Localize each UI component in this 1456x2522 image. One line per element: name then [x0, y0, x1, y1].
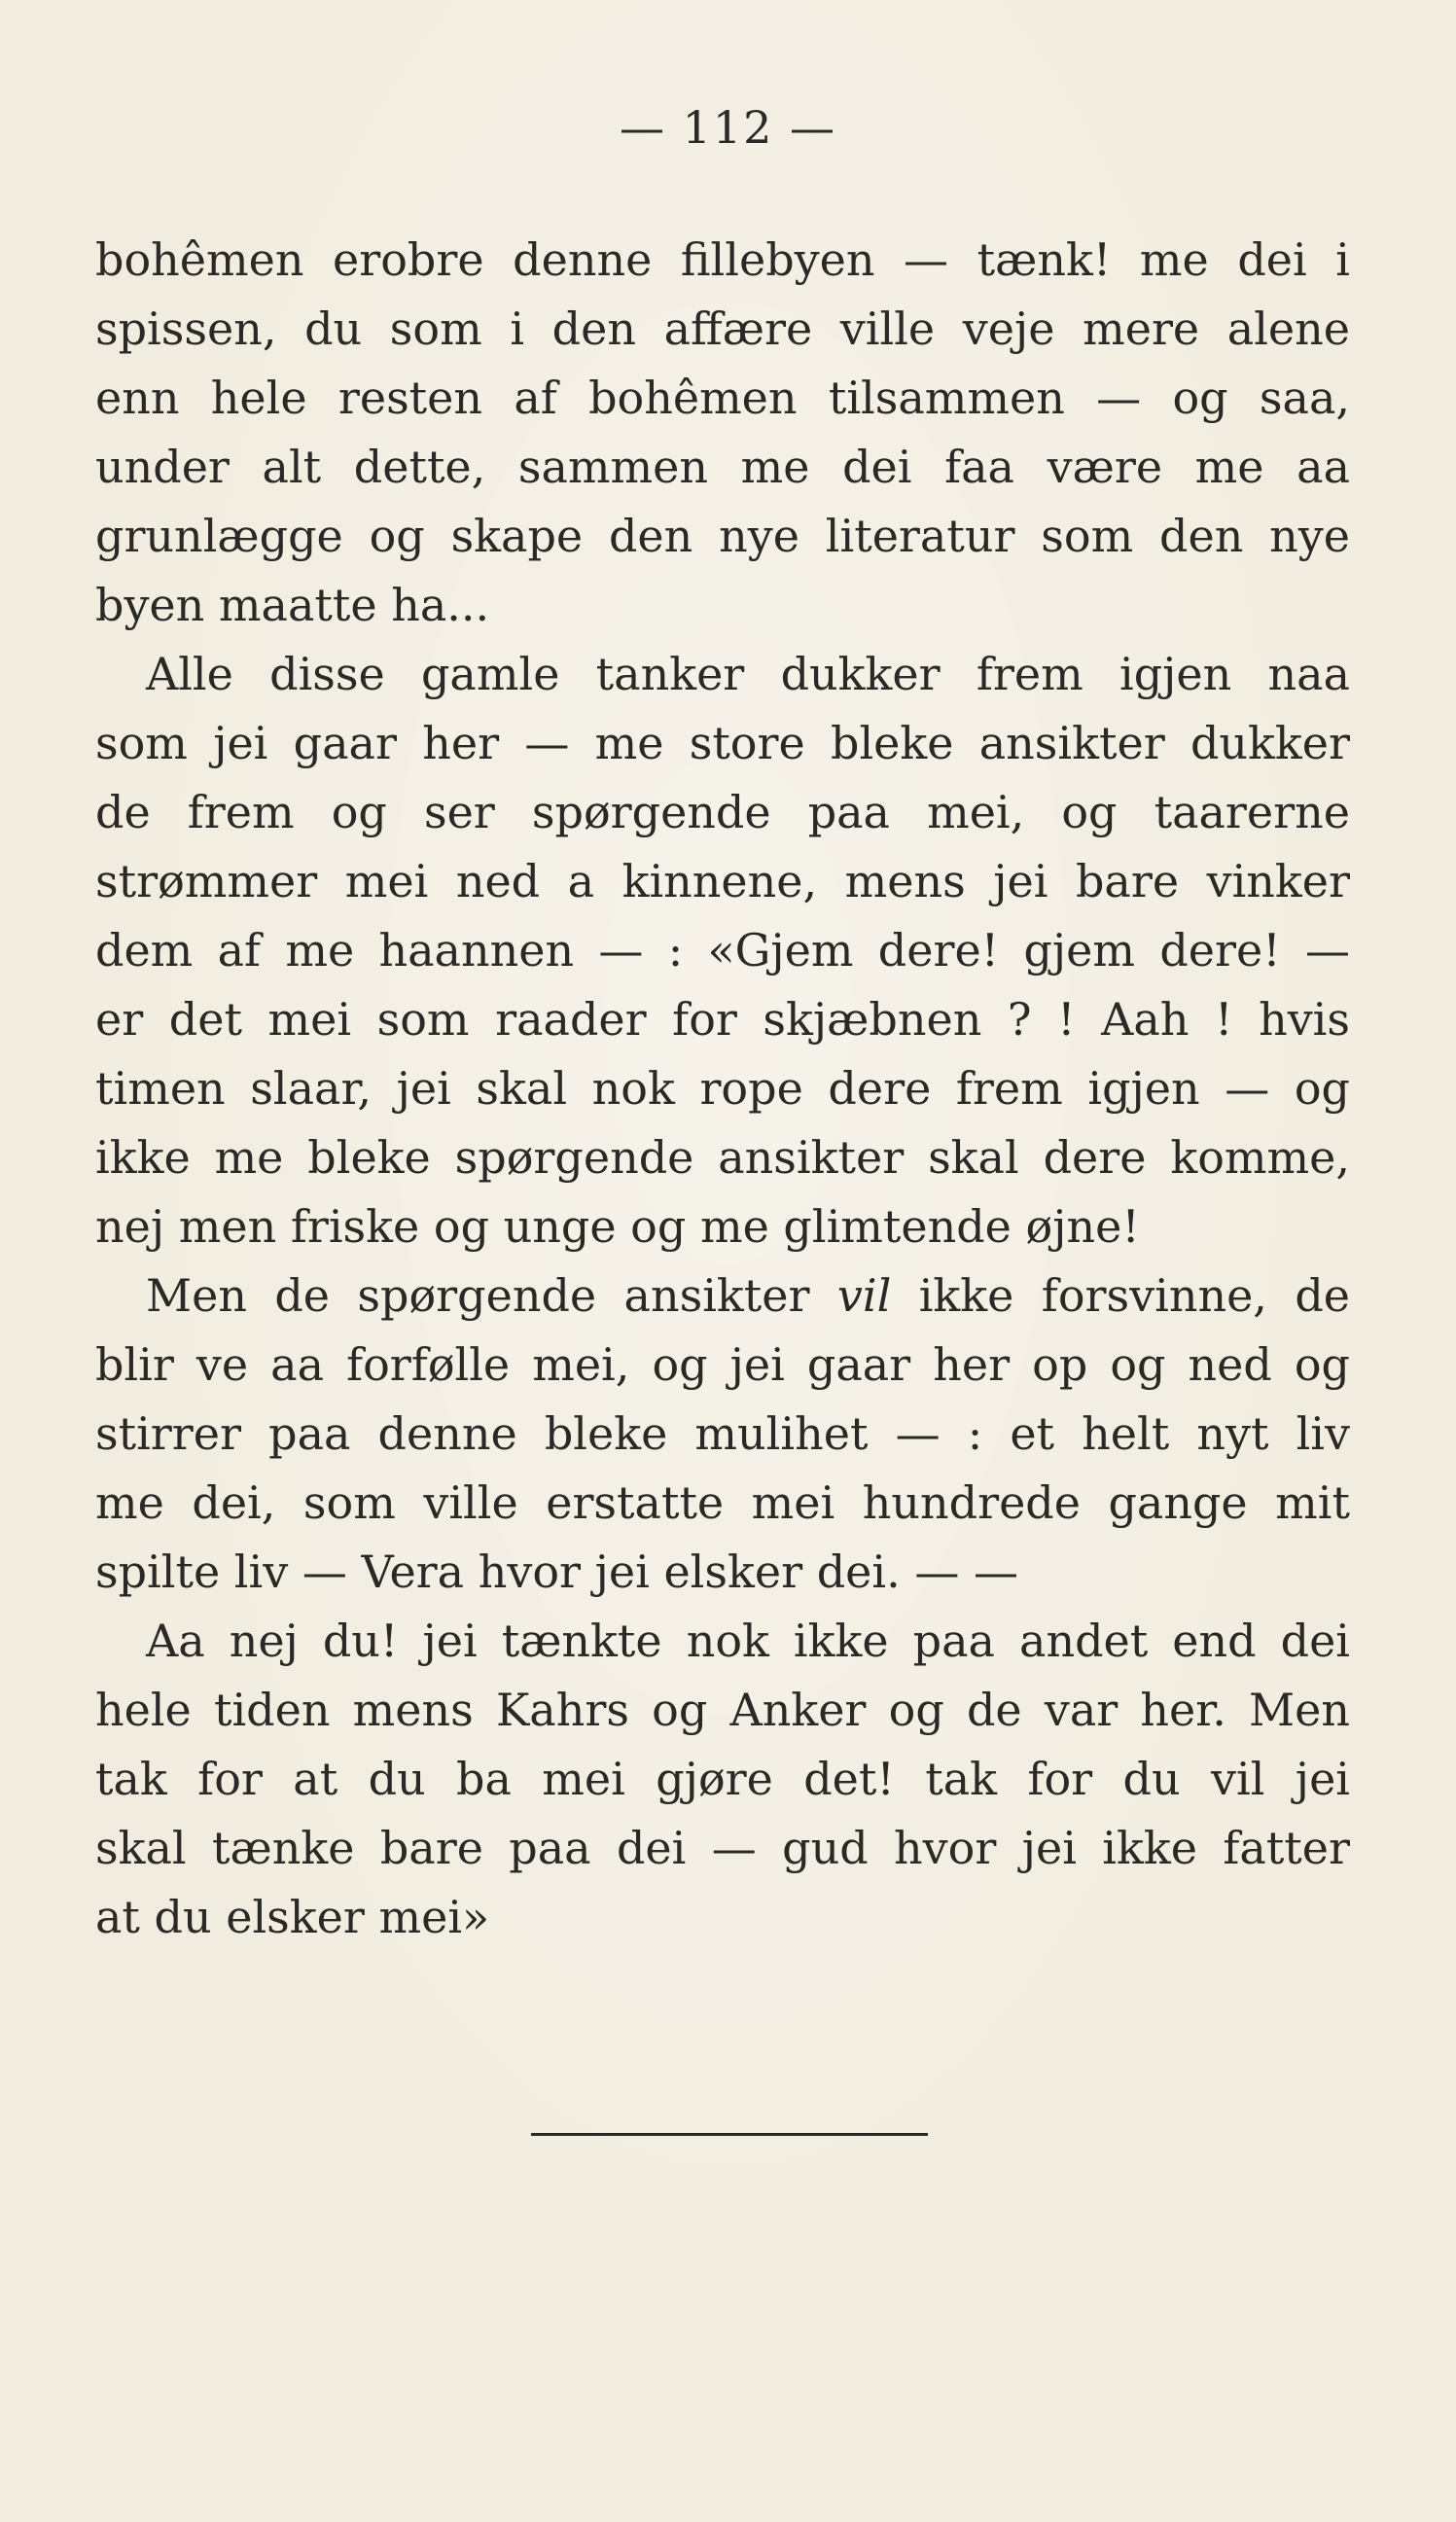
text-line: stirrer paa denne bleke mulihet — : et helt nyt liv: [95, 1407, 1350, 1460]
text-fragment: ikke forsvinne, de: [918, 1269, 1350, 1322]
text-line: bohêmen erobre denne fillebyen — tænk! me dei i: [95, 233, 1350, 286]
text-line: tak for at du ba mei gjøre det! tak for du vil jei: [95, 1753, 1350, 1805]
page-number: — 112 —: [619, 101, 837, 154]
text-line: enn hele resten af bohêmen tilsammen — og saa,: [95, 372, 1350, 424]
text-fragment: Men de spørgende ansikter: [146, 1269, 810, 1322]
body-text: [95, 226, 1350, 1952]
text-line: blir ve aa forfølle mei, og jei gaar her op og ned og: [95, 1338, 1350, 1391]
text-line: at du elsker mei»: [95, 1891, 490, 1943]
text-line: strømmer mei ned a kinnene, mens jei bare vinker: [95, 855, 1350, 907]
text-line: hele tiden mens Kahrs og Anker og de var her. Men: [95, 1684, 1350, 1736]
text-line: som jei gaar her — me store bleke ansikter dukker: [95, 717, 1350, 769]
text-line: timen slaar, jei skal nok rope dere frem igjen — og: [95, 1062, 1350, 1115]
text-line: ikke me bleke spørgende ansikter skal dere komme,: [95, 1131, 1350, 1184]
text-line: er det mei som raader for skjæbnen ? ! Aah ! hvis: [95, 993, 1350, 1046]
text-line: grunlægge og skape den nye literatur som den nye: [95, 510, 1350, 562]
text-line: Alle disse gamle tanker dukker frem igjen naa: [146, 648, 1350, 700]
text-line: de frem og ser spørgende paa mei, og taarerne: [95, 786, 1350, 838]
text-line-with-emphasis: [95, 1261, 1350, 1331]
text-line: dem af me haannen — : «Gjem dere! gjem dere! —: [95, 924, 1350, 977]
text-line: me dei, som ville erstatte mei hundrede gange mit: [95, 1476, 1350, 1529]
text-line: Aa nej du! jei tænkte nok ikke paa andet end dei: [146, 1615, 1350, 1667]
horizontal-rule: [531, 2133, 928, 2136]
text-line: under alt dette, sammen me dei faa være me aa: [95, 441, 1350, 493]
text-line: nej men friske og unge og me glimtende øjne!: [95, 1200, 1140, 1253]
text-line: byen maatte ha...: [95, 579, 490, 631]
text-line: spilte liv — Vera hvor jei elsker dei. — —: [95, 1545, 1018, 1598]
text-line: spissen, du som i den affære ville veje mere alene: [95, 302, 1350, 355]
emphasized-word: vil: [836, 1269, 892, 1322]
text-line: skal tænke bare paa dei — gud hvor jei ikke fatter: [95, 1822, 1350, 1874]
